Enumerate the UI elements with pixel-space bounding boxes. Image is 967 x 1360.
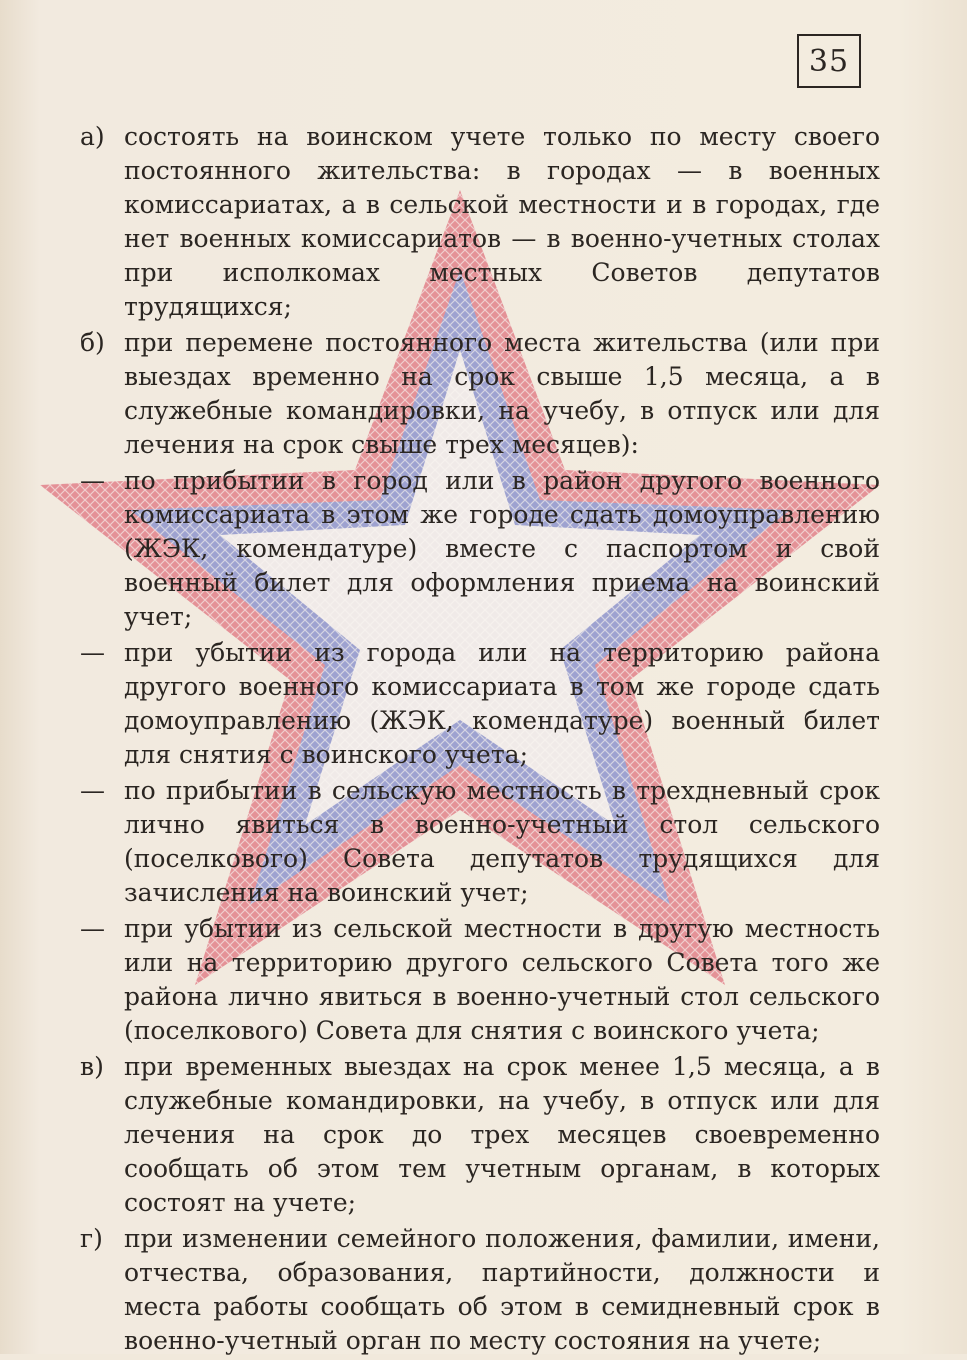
page-number: 35	[797, 34, 861, 88]
item-text: по прибытии в сельскую местность в трехдневный срок лично явиться в военно-учетный стол сельского (поселкового) Совета депутатов трудящихся для зачисления на воинский учет;	[124, 776, 880, 907]
item-marker: —	[80, 638, 105, 667]
item-text: при временных выездах на срок менее 1,5 месяца, а в служебные командировки, на учебу, в отпуск или для лечения на срок до трех месяцев своевременно сообщать об этом тем учетным органам, в которых состоят на учете;	[124, 1052, 880, 1217]
list-item	[80, 774, 880, 910]
list-item	[80, 912, 880, 1048]
list-item	[80, 120, 880, 324]
list-item	[80, 326, 880, 462]
item-text: при убытии из сельской местности в другую местность или на территорию другого сельского Совета того же района лично явиться в военно-учетный стол сельского (поселкового) Совета для снятия с воинского учета;	[124, 914, 880, 1045]
list-item	[80, 636, 880, 772]
item-marker: в)	[80, 1052, 104, 1081]
item-text: при убытии из города или на территорию района другого военного комиссариата в том же городе сдать домоуправлению (ЖЭК, комендатуре) военный билет для снятия с воинского учета;	[124, 638, 880, 769]
list-item	[80, 1222, 880, 1358]
list-item	[80, 464, 880, 634]
item-text: по прибытии в город или в район другого военного комиссариата в этом же городе сдать домоуправлению (ЖЭК, комендатуре) вместе с паспортом и свой военный билет для оформления приема на воинский учет;	[124, 466, 880, 631]
regulation-list	[80, 120, 880, 1360]
item-marker: —	[80, 466, 105, 495]
item-marker: г)	[80, 1224, 103, 1253]
item-text: состоять на воинском учете только по месту своего постоянного жительства: в городах — в военных комиссариатах, а в сельской местности и в городах, где нет военных комиссариатов — в военно-учетных столах при исполкомах местных Советов депутатов трудящихся;	[124, 122, 880, 321]
item-marker: —	[80, 914, 105, 943]
item-text: при перемене постоянного места жительства (или при выездах временно на срок свыше 1,5 месяца, а в служебные командировки, на учебу, в отпуск или для лечения на срок свыше трех месяцев):	[124, 328, 880, 459]
item-marker: —	[80, 776, 105, 805]
item-text: при изменении семейного положения, фамилии, имени, отчества, образования, партийности, должности и места работы сообщать об этом в семидневный срок в военно-учетный орган по месту состояния на учете;	[124, 1224, 880, 1355]
item-marker: б)	[80, 328, 105, 357]
list-item	[80, 1050, 880, 1220]
item-marker: а)	[80, 122, 105, 151]
